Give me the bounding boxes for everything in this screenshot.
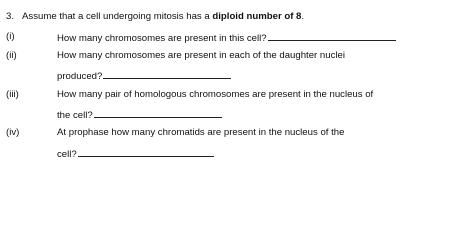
answer-blank-i[interactable] [268, 31, 396, 41]
item-iv-line-2: cell? [57, 149, 77, 160]
item-label-i: (i) [6, 31, 15, 42]
item-iv-line-2-wrap [57, 147, 214, 161]
question-intro [22, 11, 304, 23]
item-iii-line-2-wrap [57, 108, 222, 122]
item-i-line-1: How many chromosomes are present in this cell? [57, 33, 267, 44]
item-ii-line-2: produced? [57, 71, 103, 82]
item-text-i [57, 31, 396, 45]
item-iii-line-1: How many pair of homologous chromosomes are present in the nucleus of [57, 89, 374, 100]
item-ii-line-2-wrap [57, 69, 231, 83]
question-intro-suffix: . [301, 11, 305, 22]
item-ii-line-1: How many chromosomes are present in each of the daughter nuclei [57, 50, 345, 61]
item-iii-line-2: the cell? [57, 110, 93, 121]
question-intro-prefix: Assume that a cell undergoing mitosis has a [22, 11, 213, 22]
item-label-iv: (iv) [6, 127, 20, 138]
item-label-ii: (ii) [6, 50, 17, 61]
answer-blank-ii[interactable] [103, 69, 231, 79]
item-label-iii: (iii) [6, 89, 19, 100]
question-intro-bold: diploid number of 8 [212, 11, 302, 22]
item-iv-line-1: At prophase how many chromatids are present in the nucleus of the [57, 127, 345, 138]
question-number: 3. [6, 11, 15, 22]
answer-blank-iv[interactable] [78, 147, 214, 157]
answer-blank-iii[interactable] [94, 108, 222, 118]
